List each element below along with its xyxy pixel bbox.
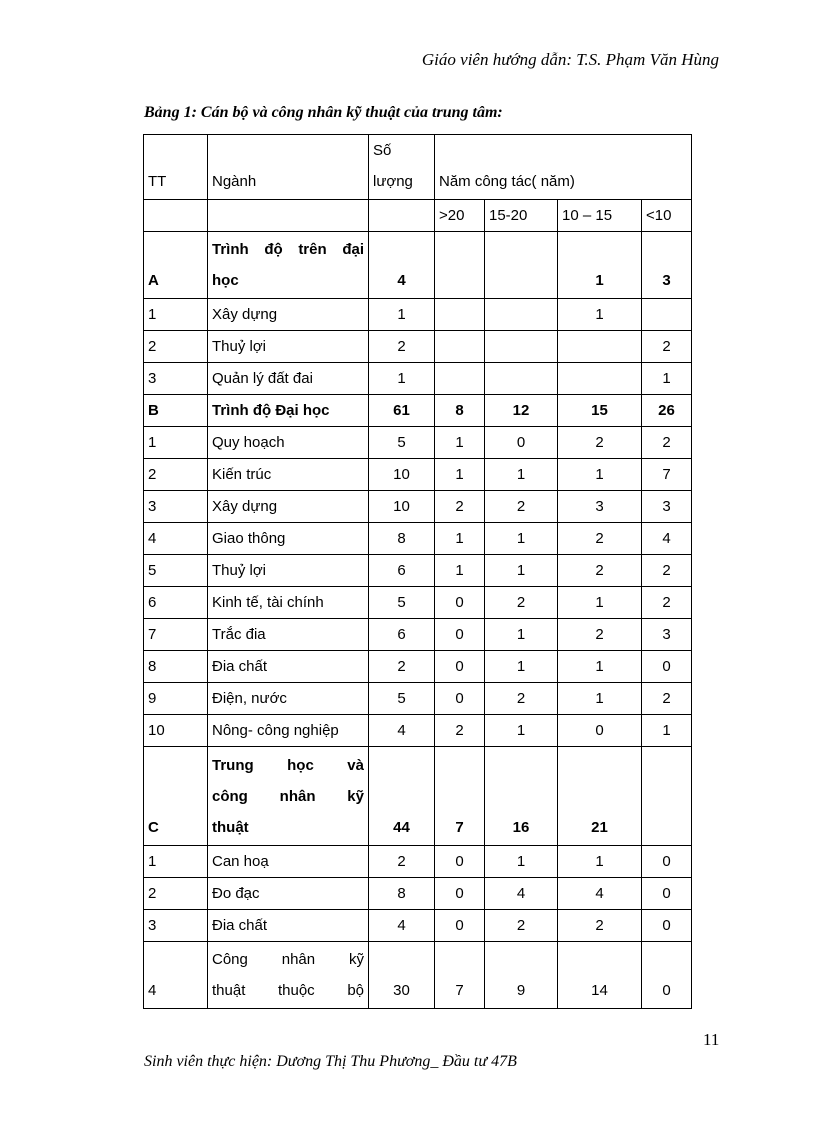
staff-table — [143, 134, 692, 1009]
table-row — [144, 715, 692, 747]
cell-15-20: 2 — [485, 683, 558, 715]
table-row — [144, 363, 692, 395]
cell-lt10: 4 — [642, 523, 692, 555]
cell-10-15: 1 — [558, 651, 642, 683]
cell-lt10: 7 — [642, 459, 692, 491]
cell-10-15: 15 — [558, 395, 642, 427]
cell-tt: 6 — [144, 587, 208, 619]
cell-total: 5 — [369, 683, 435, 715]
cell-15-20: 2 — [485, 910, 558, 942]
cell-total: 1 — [369, 363, 435, 395]
cell-15-20: 1 — [485, 846, 558, 878]
cell-tt: 1 — [144, 427, 208, 459]
cell-nganh-line: thuật — [212, 819, 249, 836]
cell-nganh: Can hoạ — [208, 846, 369, 878]
cell-15-20: 1 — [485, 459, 558, 491]
cell-tt: 8 — [144, 651, 208, 683]
cell-nganh-line: Trình độ trên đại — [212, 241, 364, 258]
cell-nganh: Đia chất — [208, 910, 369, 942]
cell-lt10: 0 — [642, 651, 692, 683]
cell-nganh: Đia chất — [208, 651, 369, 683]
cell-10-15: 14 — [558, 942, 642, 1009]
cell-nganh: Nông- công nghiệp — [208, 715, 369, 747]
cell-lt10: 0 — [642, 910, 692, 942]
cell-nganh: Đo đạc — [208, 878, 369, 910]
cell-total: 61 — [369, 395, 435, 427]
cell-15-20: 2 — [485, 491, 558, 523]
cell-tt: 10 — [144, 715, 208, 747]
subheader-empty-tt — [144, 200, 208, 232]
cell-gt20: 7 — [435, 942, 485, 1009]
cell-lt10 — [642, 747, 692, 846]
cell-tt: 4 — [144, 942, 208, 1009]
cell-gt20 — [435, 232, 485, 299]
cell-15-20 — [485, 363, 558, 395]
cell-15-20: 2 — [485, 587, 558, 619]
cell-nganh — [208, 747, 369, 846]
cell-lt10: 2 — [642, 427, 692, 459]
cell-15-20: 1 — [485, 651, 558, 683]
cell-nganh: Trình độ Đại học — [208, 395, 369, 427]
cell-tt: 7 — [144, 619, 208, 651]
cell-15-20: 0 — [485, 427, 558, 459]
cell-gt20: 2 — [435, 715, 485, 747]
cell-total: 4 — [369, 910, 435, 942]
cell-lt10: 2 — [642, 555, 692, 587]
subheader-lt10: <10 — [642, 200, 692, 232]
table-row — [144, 683, 692, 715]
cell-15-20: 16 — [485, 747, 558, 846]
cell-nganh — [208, 942, 369, 1009]
cell-lt10: 3 — [642, 491, 692, 523]
cell-nganh: Giao thông — [208, 523, 369, 555]
table-group-row — [144, 747, 692, 846]
cell-nganh: Kiến trúc — [208, 459, 369, 491]
table-row — [144, 459, 692, 491]
cell-10-15: 1 — [558, 846, 642, 878]
cell-lt10: 0 — [642, 846, 692, 878]
cell-nganh — [208, 232, 369, 299]
cell-gt20: 0 — [435, 878, 485, 910]
header-so-luong-line1: Số — [373, 142, 392, 159]
cell-total: 10 — [369, 491, 435, 523]
cell-total: 1 — [369, 299, 435, 331]
table-group-row — [144, 395, 692, 427]
cell-nganh: Điện, nước — [208, 683, 369, 715]
cell-total: 8 — [369, 523, 435, 555]
cell-lt10: 3 — [642, 619, 692, 651]
cell-10-15 — [558, 363, 642, 395]
cell-15-20: 1 — [485, 619, 558, 651]
cell-tt: A — [144, 232, 208, 299]
table-row — [144, 651, 692, 683]
cell-lt10: 26 — [642, 395, 692, 427]
header-tt: TT — [144, 135, 208, 200]
cell-nganh-line: học — [212, 272, 239, 289]
cell-10-15: 1 — [558, 232, 642, 299]
table-row — [144, 587, 692, 619]
table-row — [144, 299, 692, 331]
header-so-luong — [369, 135, 435, 200]
table-row — [144, 942, 692, 1009]
cell-gt20: 7 — [435, 747, 485, 846]
cell-gt20: 1 — [435, 459, 485, 491]
cell-lt10: 2 — [642, 331, 692, 363]
cell-lt10: 1 — [642, 363, 692, 395]
page-number: 11 — [703, 1030, 720, 1049]
cell-gt20: 2 — [435, 491, 485, 523]
cell-gt20 — [435, 299, 485, 331]
cell-gt20 — [435, 331, 485, 363]
cell-15-20 — [485, 232, 558, 299]
cell-15-20 — [485, 331, 558, 363]
cell-total: 4 — [369, 715, 435, 747]
cell-lt10: 2 — [642, 587, 692, 619]
cell-tt: 3 — [144, 491, 208, 523]
cell-10-15: 4 — [558, 878, 642, 910]
cell-10-15: 0 — [558, 715, 642, 747]
cell-10-15: 2 — [558, 555, 642, 587]
cell-gt20: 1 — [435, 523, 485, 555]
cell-total: 4 — [369, 232, 435, 299]
cell-total: 30 — [369, 942, 435, 1009]
cell-gt20: 1 — [435, 555, 485, 587]
table-subheader-row — [144, 200, 692, 232]
cell-lt10: 1 — [642, 715, 692, 747]
cell-gt20: 0 — [435, 846, 485, 878]
cell-gt20: 1 — [435, 427, 485, 459]
cell-tt: 4 — [144, 523, 208, 555]
header-nganh: Ngành — [208, 135, 369, 200]
cell-nganh-line: Trung học và — [212, 757, 364, 774]
cell-total: 8 — [369, 878, 435, 910]
cell-tt: 3 — [144, 363, 208, 395]
cell-15-20: 9 — [485, 942, 558, 1009]
cell-10-15: 21 — [558, 747, 642, 846]
table-row — [144, 878, 692, 910]
header-so-luong-line2: lượng — [373, 173, 413, 190]
cell-gt20: 8 — [435, 395, 485, 427]
cell-10-15: 3 — [558, 491, 642, 523]
cell-total: 5 — [369, 587, 435, 619]
cell-total: 6 — [369, 619, 435, 651]
table-row — [144, 427, 692, 459]
cell-tt: C — [144, 747, 208, 846]
cell-15-20: 12 — [485, 395, 558, 427]
cell-gt20: 0 — [435, 587, 485, 619]
cell-gt20: 0 — [435, 651, 485, 683]
cell-tt: 2 — [144, 459, 208, 491]
table-row — [144, 523, 692, 555]
cell-nganh: Trắc đia — [208, 619, 369, 651]
cell-lt10 — [642, 299, 692, 331]
header-nam-cong-tac: Năm công tác( năm) — [435, 135, 692, 200]
cell-nganh: Quản lý đất đai — [208, 363, 369, 395]
cell-tt: 1 — [144, 299, 208, 331]
cell-lt10: 0 — [642, 942, 692, 1009]
cell-10-15: 2 — [558, 910, 642, 942]
cell-total: 10 — [369, 459, 435, 491]
table-row — [144, 331, 692, 363]
cell-total: 44 — [369, 747, 435, 846]
cell-nganh: Thuỷ lợi — [208, 555, 369, 587]
cell-tt: 5 — [144, 555, 208, 587]
cell-total: 6 — [369, 555, 435, 587]
student-note: Sinh viên thực hiện: Dương Thị Thu Phương_ Đầu tư 47B — [144, 1053, 517, 1070]
cell-nganh: Xây dựng — [208, 491, 369, 523]
table-header-row — [144, 135, 692, 200]
cell-nganh-line: công nhân kỹ — [212, 788, 364, 805]
table-group-row — [144, 232, 692, 299]
cell-nganh-line: thuật thuộc bộ — [212, 982, 364, 999]
cell-gt20: 0 — [435, 619, 485, 651]
cell-tt: 1 — [144, 846, 208, 878]
cell-15-20 — [485, 299, 558, 331]
cell-total: 2 — [369, 846, 435, 878]
cell-gt20: 0 — [435, 910, 485, 942]
table-row — [144, 619, 692, 651]
cell-lt10: 3 — [642, 232, 692, 299]
table-row — [144, 910, 692, 942]
subheader-gt20: >20 — [435, 200, 485, 232]
table-row — [144, 555, 692, 587]
cell-tt: B — [144, 395, 208, 427]
cell-total: 5 — [369, 427, 435, 459]
subheader-10-15: 10 – 15 — [558, 200, 642, 232]
cell-10-15: 1 — [558, 299, 642, 331]
cell-10-15: 1 — [558, 683, 642, 715]
cell-nganh: Xây dựng — [208, 299, 369, 331]
table-caption: Bảng 1: Cán bộ và công nhân kỹ thuật của trung tâm: — [144, 104, 503, 121]
cell-nganh-line: Công nhân kỹ — [212, 951, 364, 968]
cell-15-20: 1 — [485, 715, 558, 747]
cell-tt: 9 — [144, 683, 208, 715]
cell-nganh: Thuỷ lợi — [208, 331, 369, 363]
table-row — [144, 846, 692, 878]
cell-10-15: 2 — [558, 523, 642, 555]
cell-tt: 2 — [144, 878, 208, 910]
subheader-15-20: 15-20 — [485, 200, 558, 232]
cell-15-20: 1 — [485, 523, 558, 555]
cell-10-15: 2 — [558, 619, 642, 651]
cell-gt20 — [435, 363, 485, 395]
cell-15-20: 1 — [485, 555, 558, 587]
cell-10-15: 2 — [558, 427, 642, 459]
table-row — [144, 491, 692, 523]
cell-tt: 3 — [144, 910, 208, 942]
cell-15-20: 4 — [485, 878, 558, 910]
cell-tt: 2 — [144, 331, 208, 363]
cell-nganh: Quy hoạch — [208, 427, 369, 459]
cell-total: 2 — [369, 651, 435, 683]
cell-lt10: 2 — [642, 683, 692, 715]
cell-nganh: Kinh tế, tài chính — [208, 587, 369, 619]
subheader-empty-total — [369, 200, 435, 232]
cell-10-15 — [558, 331, 642, 363]
cell-lt10: 0 — [642, 878, 692, 910]
subheader-empty-nganh — [208, 200, 369, 232]
cell-total: 2 — [369, 331, 435, 363]
cell-gt20: 0 — [435, 683, 485, 715]
supervisor-note: Giáo viên hướng dẫn: T.S. Phạm Văn Hùng — [421, 50, 719, 69]
cell-10-15: 1 — [558, 459, 642, 491]
cell-10-15: 1 — [558, 587, 642, 619]
